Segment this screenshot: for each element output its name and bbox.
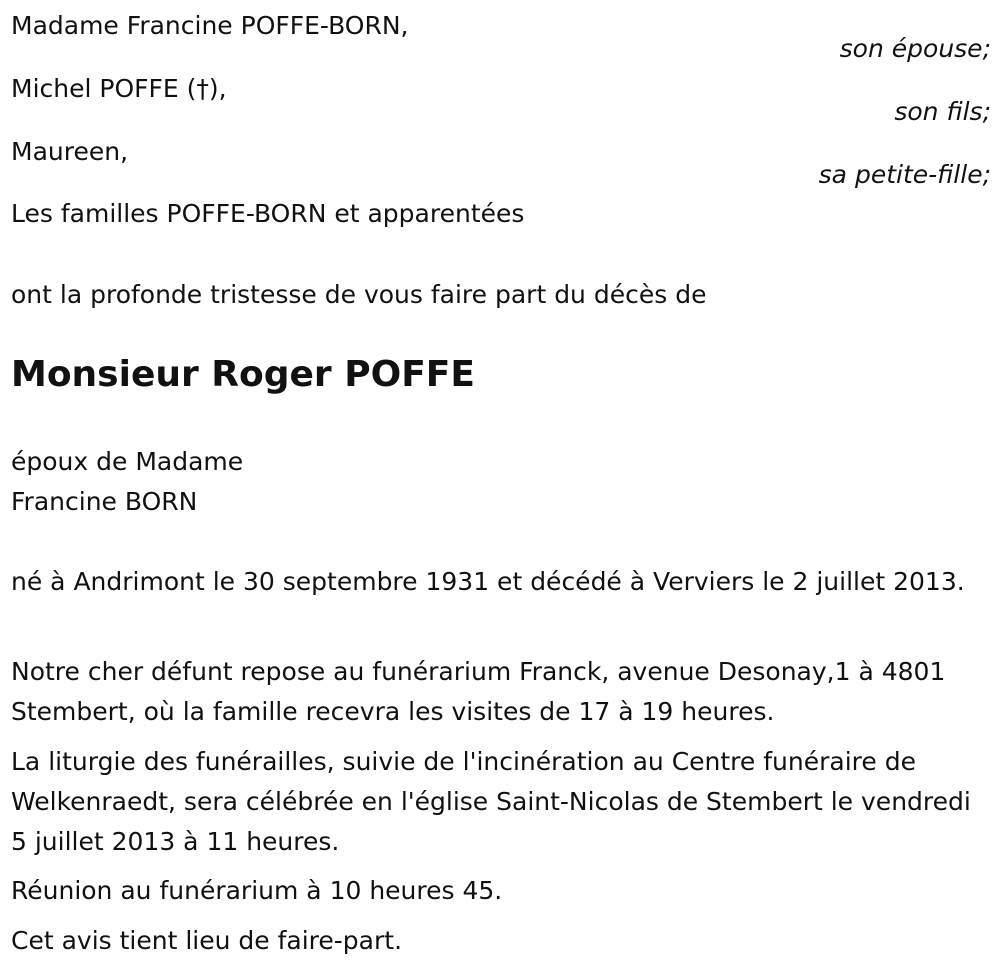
birth-death-paragraph: né à Andrimont le 30 septembre 1931 et décédé à Verviers le 2 juillet 2013. (11, 567, 965, 596)
family-member-role: son épouse; (839, 34, 991, 63)
meeting-paragraph: Réunion au funérarium à 10 heures 45. (11, 876, 503, 905)
family-member-name: Madame Francine POFFE-BORN, (11, 11, 409, 40)
announcement-text: ont la profonde tristesse de vous faire part du décès de (11, 280, 707, 309)
spouse-name: Francine BORN (11, 487, 198, 516)
families-line: Les familles POFFE-BORN et apparentées (11, 199, 525, 228)
family-member-name: Michel POFFE (†), (11, 74, 227, 103)
deceased-name: Monsieur Roger POFFE (11, 354, 475, 395)
repose-paragraph: Notre cher défunt repose au funérarium Franck, avenue Desonay,1 à 4801 Stembert, où la famille recevra les visites de 17 à 19 heures. (11, 657, 946, 726)
family-member-role: sa petite-fille; (818, 160, 991, 189)
notice-paragraph: Cet avis tient lieu de faire-part. (11, 926, 403, 955)
family-member-role: son fils; (894, 97, 991, 126)
family-member-name: Maureen, (11, 137, 129, 166)
liturgy-paragraph: La liturgie des funérailles, suivie de l'incinération au Centre funéraire de Welkenraedt, sera célébrée en l'église Saint-Nicolas de Stembert le vendredi 5 juillet 2013 à 11 heures. (11, 747, 971, 856)
spouse-line: époux de Madame (11, 447, 244, 476)
